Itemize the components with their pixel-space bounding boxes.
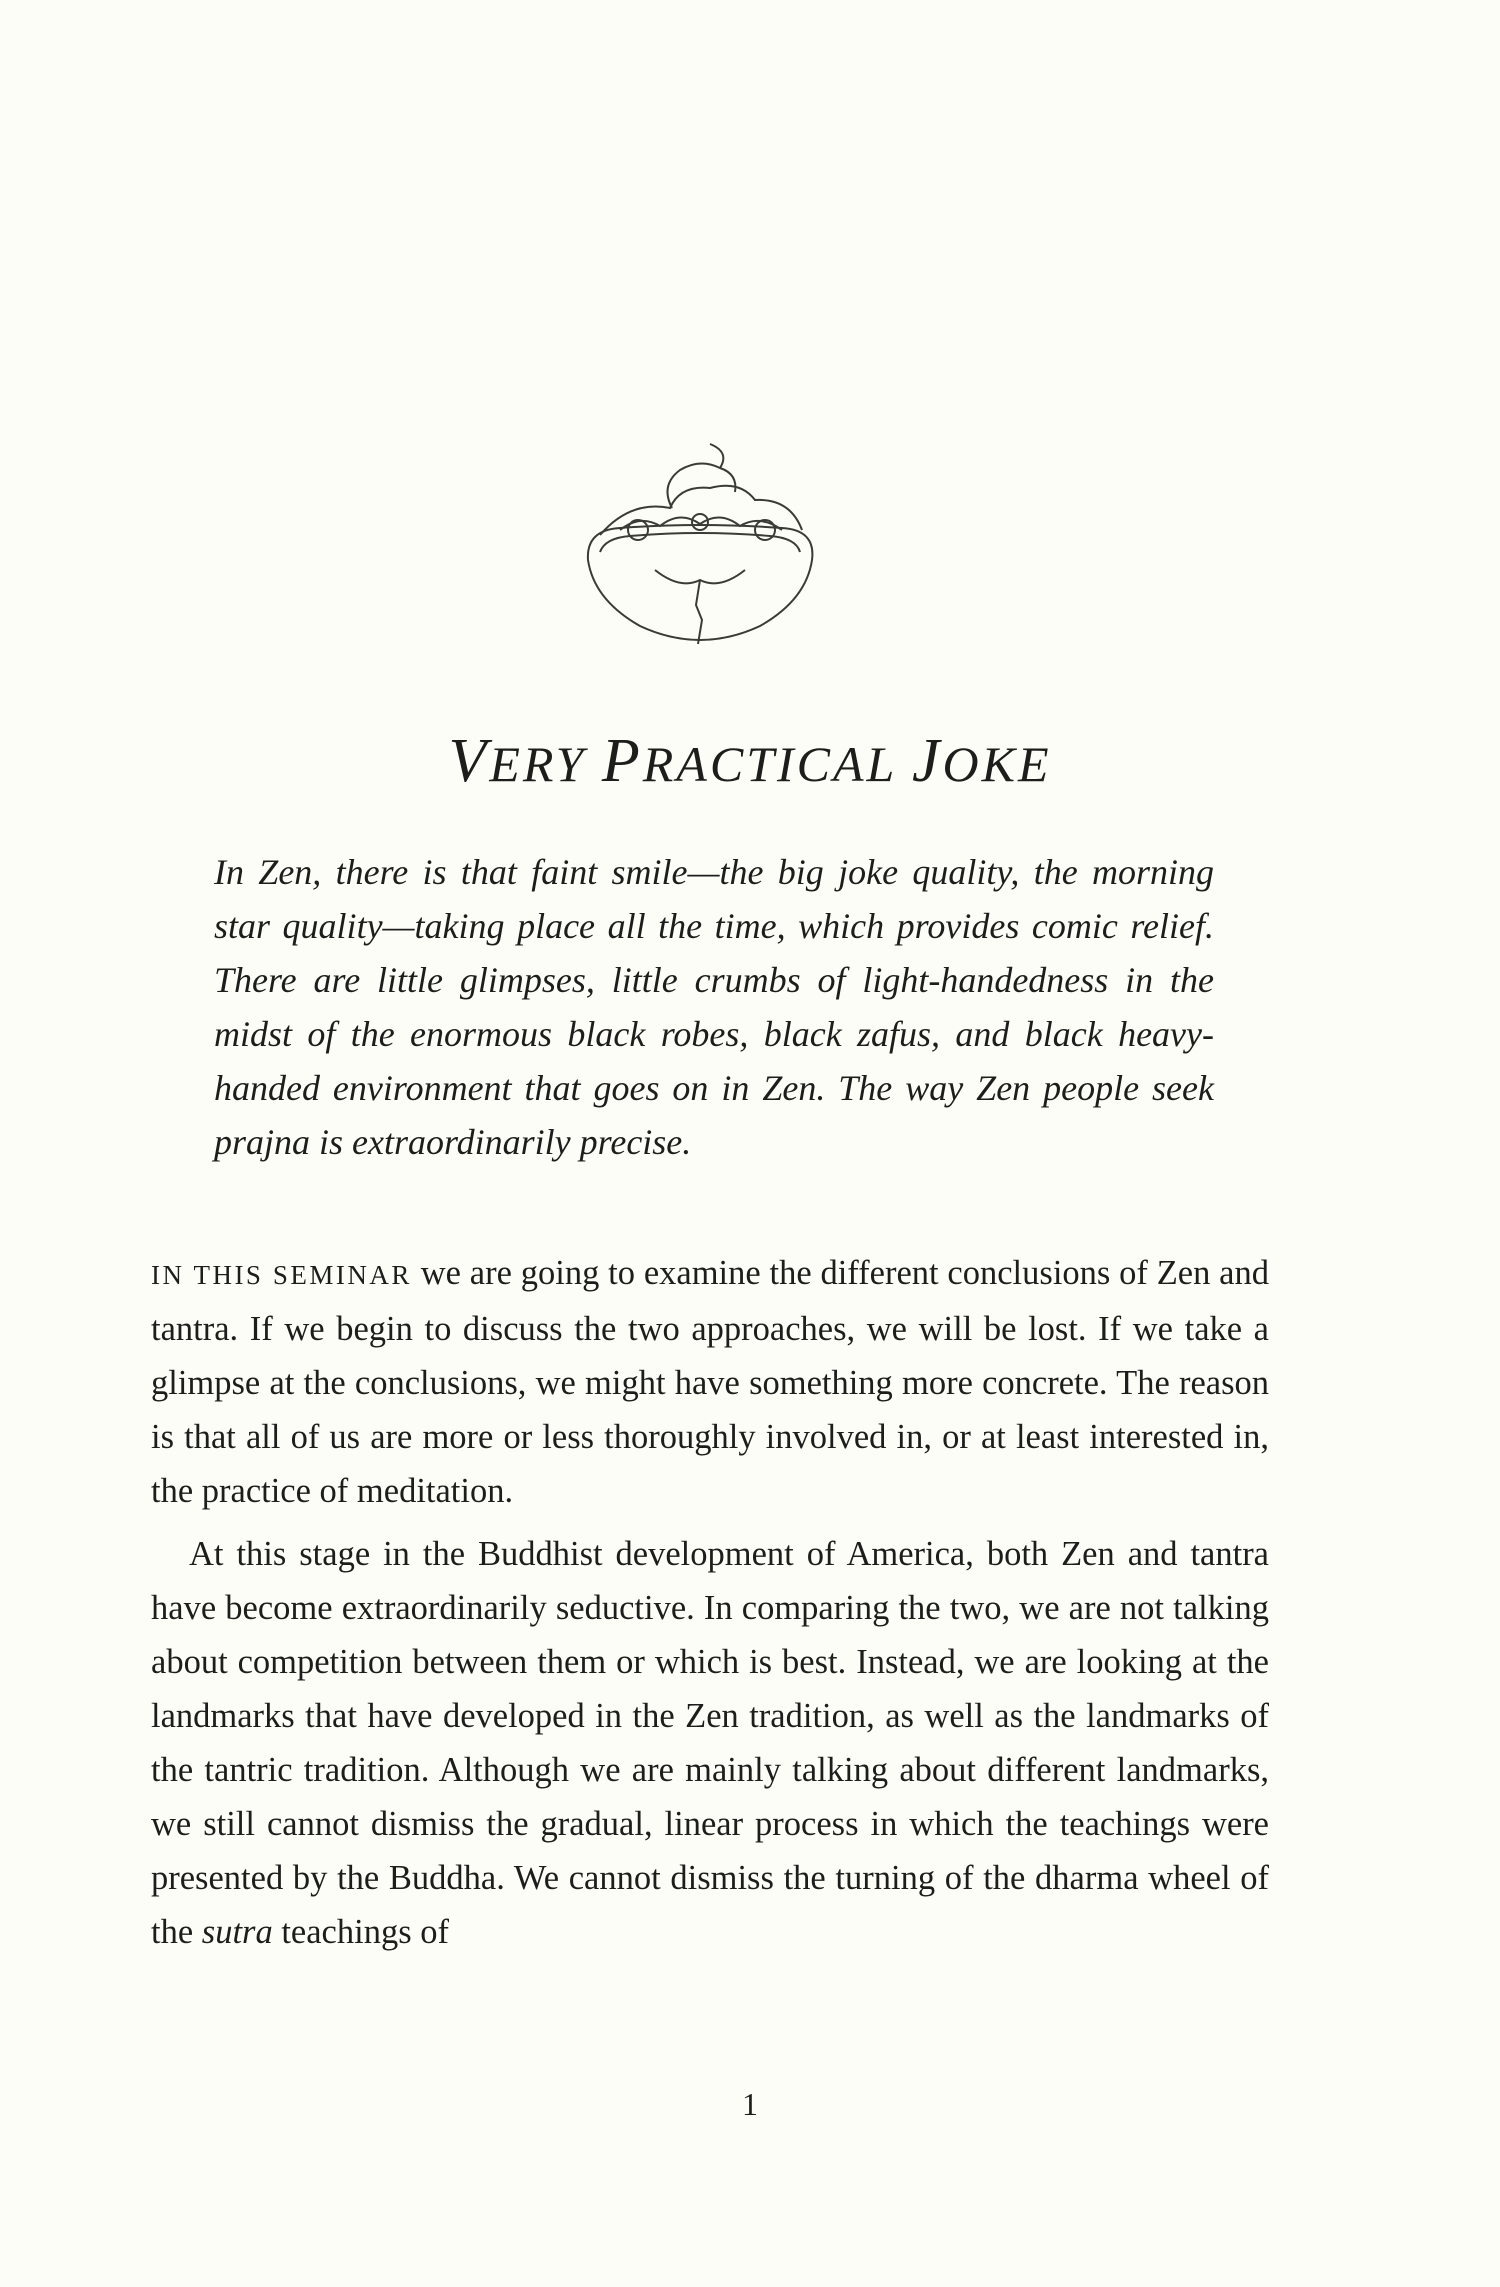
page-number: 1	[742, 2086, 758, 2122]
epigraph	[214, 845, 1214, 1169]
section-lead-in: IN THIS SEMINAR	[151, 1260, 412, 1290]
chapter-title: VERY PRACTICAL JOKE	[448, 727, 1052, 795]
paragraph-1: IN THIS SEMINAR we are going to examine the different conclusions of Zen and tantra. If we begin to discuss the two approaches, we will be lost. If we take a glimpse at the conclusions, we might have something more concrete. The reason is that all of us are more or less thoroughly involved in, or at least interested in, the practice of meditation.	[151, 1254, 1269, 1510]
vase-ornament-icon	[560, 430, 840, 650]
body-text	[151, 1246, 1269, 1968]
paragraph-2: At this stage in the Buddhist development of America, both Zen and tantra have become extraordinarily seductive. In comparing the two, we are not talking about competition between them or which is best. Instead, we are looking at the landmarks that have developed in the Zen tradition, as well as the landmarks of the tantric tradition. Although we are mainly talking about different landmarks, we still cannot dismiss the gradual, linear process in which the teachings were presented by the Buddha. We cannot dismiss the turning of the dharma wheel of the sutra teachings of	[151, 1535, 1269, 1951]
epigraph-text: In Zen, there is that faint smile—the big joke quality, the morning star quality—taking place all the time, which provides comic relief. There are little glimpses, little crumbs of light-handedness in the midst of the enormous black robes, black zafus, and black heavy-handed environment that goes on in Zen. The way Zen people seek prajna is extraordinarily precise.	[214, 852, 1214, 1162]
